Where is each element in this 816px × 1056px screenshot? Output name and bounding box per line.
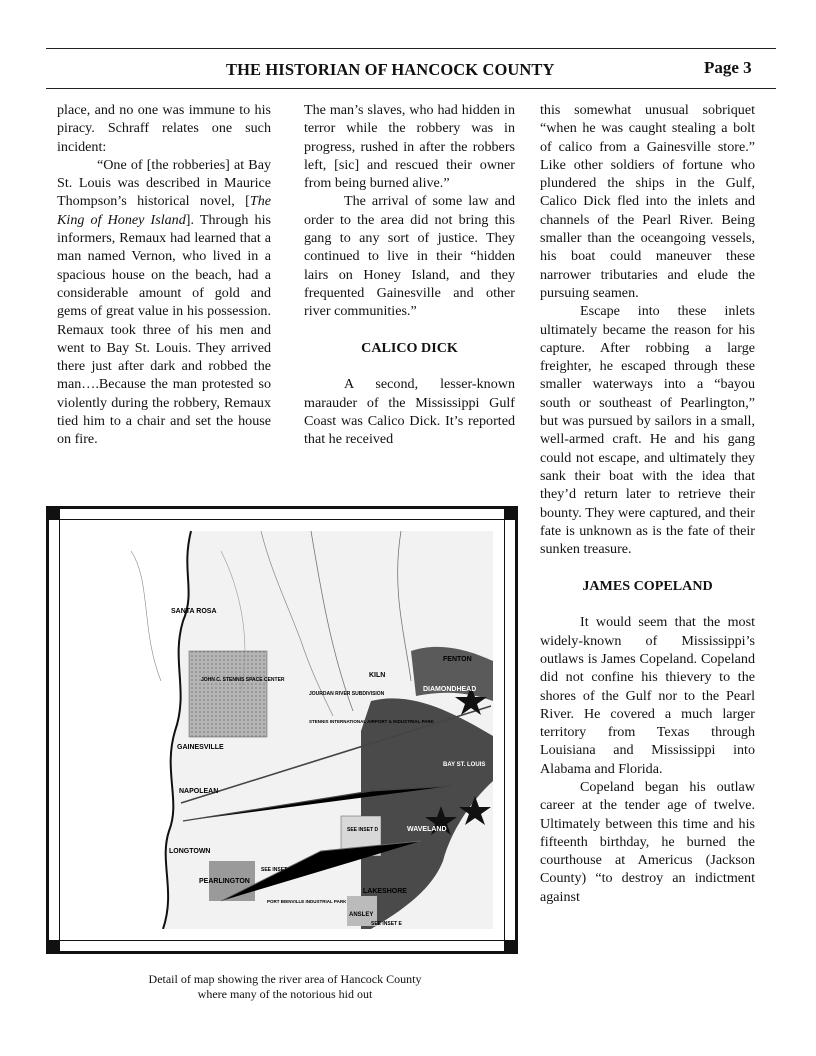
page-number: Page 3 — [704, 58, 752, 77]
map-label-waveland: WAVELAND — [407, 826, 447, 833]
map-label-inset-d: SEE INSET D — [347, 827, 379, 833]
map-label-inset-a: SEE INSET A — [261, 867, 292, 873]
map-label-diamondhead: DIAMONDHEAD — [423, 686, 477, 693]
map-label-kiln: KILN — [369, 672, 386, 679]
quote-paragraph: “One of [the robberies] at Bay St. Louis was described in Maurice Thompson’s historical novel, [The King of Honey Island]. Through his informers, Remaux had learned that a man named Vernon, who lived in a spacious house on the beach, had a considerable amount of gold and gems of great value in his possession. Remaux took three of his men and went to Bay St. Louis. They arrived there just after dark and robbed the man….Because the man protested so violently during the robbery, Remaux tied him to a chair and set the house on fire. — [57, 156, 271, 448]
masthead-bottom-rule — [46, 88, 776, 89]
newsletter-title: THE HISTORIAN OF HANCOCK COUNTY — [226, 60, 555, 79]
paragraph: A second, lesser-known marauder of the Mississippi Gulf Coast was Calico Dick. It’s reported that he received — [304, 376, 515, 448]
article-column-1 — [57, 101, 271, 449]
paragraph: It would seem that the most widely-known of Mississippi’s outlaws is James Copeland. Copeland did not confine his thievery to the shores of the Gulf nor to the Pearl River. He covered a much larger territory from Texas through Louisiana and Mississippi into Alabama and Florida. — [540, 614, 755, 777]
map-figure — [46, 506, 518, 954]
map-label-bay-st-louis: BAY ST. LOUIS — [443, 762, 486, 768]
paragraph: this somewhat unusual sobriquet “when he was caught stealing a bolt of calico from a Gainesville store.” Like other soldiers of fortune who plundered the ships in the Gulf, Calico Dick fled into the inlets and channels of the Pearl River. Being smaller than the oceangoing vessels, his boat could maneuver these narrower tributaries and elude the pursuing seamen. — [540, 102, 755, 301]
map-label-fenton: FENTON — [443, 656, 472, 663]
map-caption — [100, 972, 470, 1002]
frame-corner — [46, 940, 60, 954]
frame-corner — [504, 506, 518, 520]
paragraph: Escape into these inlets ultimately became the reason for his capture. After robbing a large freighter, he escaped through these smaller waterways into a “bayou south or southeast of Pearlington,” but was pursued by sailors in a small, well-armed craft. He and his gang could not escape, and ultimately they sank their boat with the idea that they’d return later to retrieve their bounty. They were captured, and their fate is unknown as is the fate of their sunken treasure. — [540, 303, 755, 558]
map-label-santa-rosa: SANTA ROSA — [171, 608, 217, 615]
section-heading-james-copeland: JAMES COPELAND — [582, 577, 713, 594]
paragraph: The arrival of some law and order to the area did not bring this gang to any sort of justice. They continued to live in their “hidden lairs on Honey Island, and they frequented Gainesville and other river communities.” — [304, 193, 515, 320]
paragraph: Copeland began his outlaw career at the tender age of twelve. Ultimately between this time and his fifteenth birthday, he burned the courthouse at Americus (Jackson County) “to destroy an indictment against — [540, 778, 755, 905]
map-label-port-bienville: PORT BIENVILLE INDUSTRIAL PARK — [267, 899, 347, 904]
map-label-inset-e: SEE INSET E — [371, 921, 402, 927]
article-column-2 — [304, 101, 515, 449]
stennis-space-center-area — [189, 651, 267, 737]
section-heading-calico-dick: CALICO DICK — [361, 339, 458, 356]
map-label-longtown: LONGTOWN — [169, 848, 211, 855]
map-label-stennis: JOHN C. STENNIS SPACE CENTER — [201, 677, 285, 683]
novel-title: The King of Honey Island — [57, 193, 271, 228]
caption-line: where many of the notorious hid out — [197, 987, 373, 1001]
map-label-jourdan: JOURDAN RIVER SUBDIVISION — [309, 691, 385, 697]
map-label-pearlington: PEARLINGTON — [199, 878, 250, 885]
map-label-lakeshore: LAKESHORE — [363, 888, 407, 895]
hancock-county-map — [71, 531, 493, 929]
caption-line: Detail of map showing the river area of Hancock County — [148, 972, 422, 986]
paragraph: The man’s slaves, who had hidden in terror while the robbery was in progress, rushed in after the robbers left, [sic] and rescued their owner from being burned alive.” — [304, 102, 515, 192]
frame-corner — [504, 940, 518, 954]
frame-corner — [46, 506, 60, 520]
article-column-3 — [540, 101, 755, 906]
map-label-gainesville: GAINESVILLE — [177, 744, 224, 751]
map-label-napolean: NAPOLEAN — [179, 788, 219, 795]
map-label-stennis-airport: STENNIS INTERNATIONAL AIRPORT & INDUSTRIAL PARK — [309, 719, 435, 724]
map-label-ansley: ANSLEY — [349, 912, 374, 918]
paragraph: place, and no one was immune to his piracy. Schraff relates one such incident: — [57, 102, 271, 155]
masthead-top-rule — [46, 48, 776, 49]
